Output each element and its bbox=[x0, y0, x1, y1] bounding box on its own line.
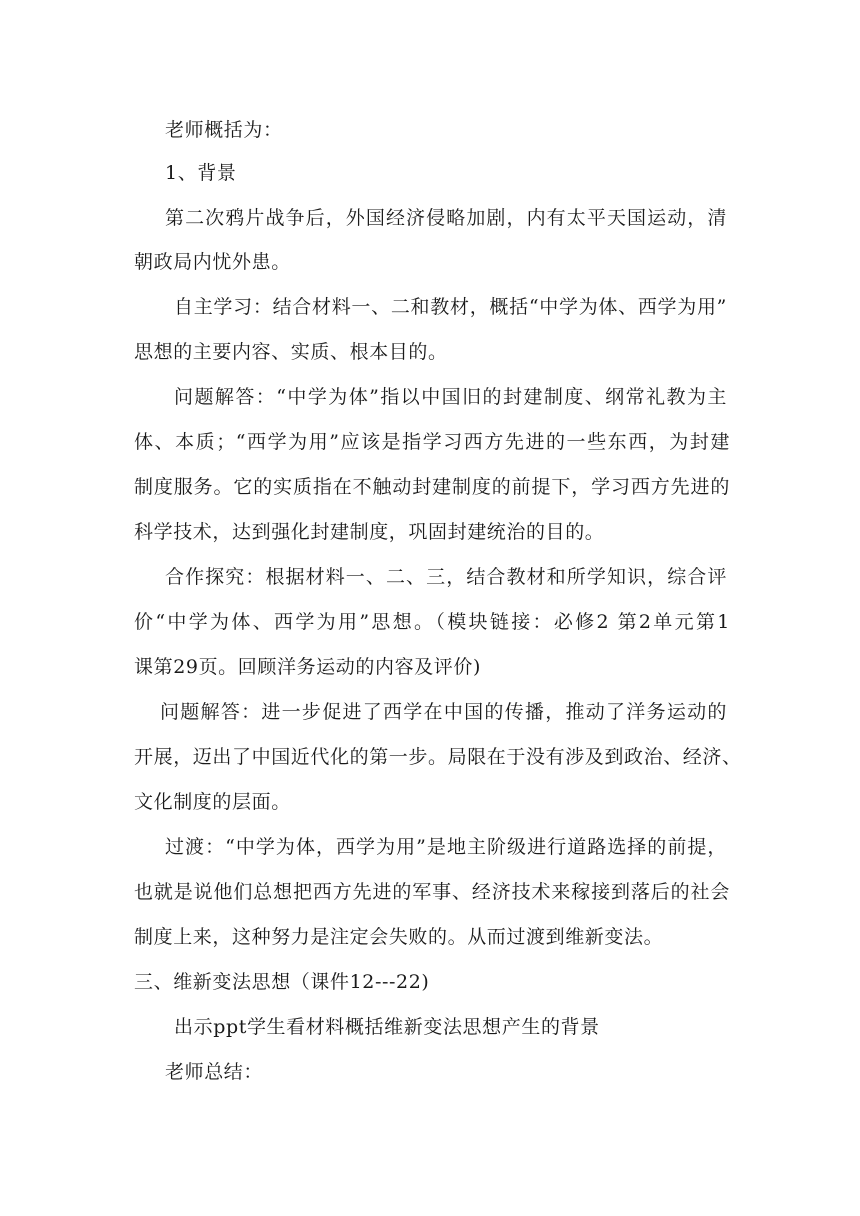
line-paragraph: 文化制度的层面。 bbox=[134, 791, 291, 813]
line-paragraph: 体、本质；“西学为用”应该是指学习西方先进的一些东西，为封建 bbox=[134, 431, 730, 453]
line-paragraph: 思想的主要内容、实质、根本目的。 bbox=[134, 341, 448, 363]
line-section-heading: 三、维新变法思想（课件12---22) bbox=[134, 971, 430, 993]
line-paragraph: 制度上来，这种努力是注定会失败的。从而过渡到维新变法。 bbox=[134, 926, 664, 948]
line-paragraph: 制度服务。它的实质指在不触动封建制度的前提下，学习西方先进的 bbox=[134, 476, 730, 498]
line-paragraph: 问题解答：“中学为体”指以中国旧的封建制度、纲常礼教为主 bbox=[174, 386, 727, 408]
line-teacher-summary: 老师概括为： bbox=[165, 119, 283, 141]
line-paragraph: 出示ppt学生看材料概括维新变法思想产生的背景 bbox=[174, 1016, 600, 1038]
line-paragraph: 科学技术，达到强化封建制度，巩固封建统治的目的。 bbox=[134, 521, 605, 543]
line-paragraph: 过渡：“中学为体，西学为用”是地主阶级进行道路选择的前提， bbox=[165, 836, 727, 858]
line-paragraph: 也就是说他们总想把西方先进的军事、经济技术来稼接到落后的社会 bbox=[134, 881, 730, 903]
line-paragraph: 问题解答：进一步促进了西学在中国的传播，推动了洋务运动的 bbox=[160, 701, 727, 723]
line-heading-background: 1、背景 bbox=[165, 162, 237, 184]
line-teacher-conclusion: 老师总结： bbox=[165, 1061, 264, 1083]
line-paragraph: 朝政局内忧外患。 bbox=[134, 251, 291, 273]
line-paragraph: 开展，迈出了中国近代化的第一步。局限在于没有涉及到政治、经济、 bbox=[134, 746, 742, 768]
line-paragraph: 自主学习：结合材料一、二和教材，概括“中学为体、西学为用” bbox=[174, 296, 727, 318]
line-paragraph: 合作探究：根据材料一、二、三，结合教材和所学知识，综合评 bbox=[165, 566, 727, 588]
line-paragraph: 价“中学为体、西学为用”思想。（模块链接：必修2 第2单元第1 bbox=[134, 611, 730, 633]
line-paragraph: 课第29页。回顾洋务运动的内容及评价) bbox=[134, 656, 481, 678]
line-paragraph: 第二次鸦片战争后，外国经济侵略加剧，内有太平天国运动，清 bbox=[165, 207, 727, 229]
